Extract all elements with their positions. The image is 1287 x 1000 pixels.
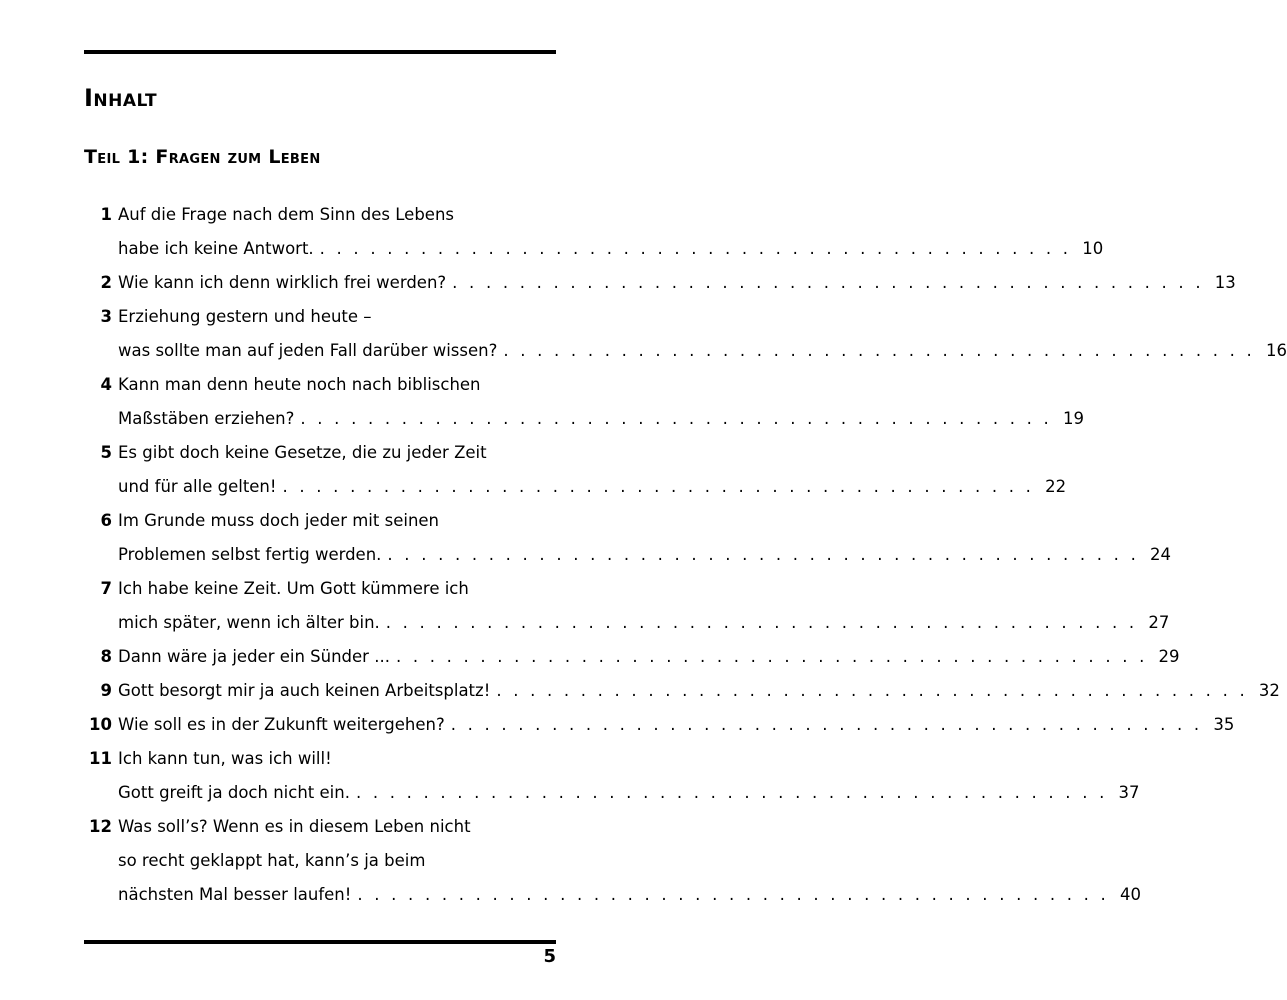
dot-leader: . . . . . . . . . . . . . . . . . . . . . . . . . . . . . . . . . . . . . . . . . . . . .	[355, 783, 1108, 802]
entry-number: 8	[100, 647, 112, 666]
toc-line	[84, 266, 1236, 300]
entry-number: 7	[100, 579, 112, 598]
entry-title: Wie soll es in der Zukunft weitergehen?	[118, 715, 445, 734]
entry-number: 1	[100, 205, 112, 224]
toc-line	[84, 878, 1141, 912]
dot-leader: . . . . . . . . . . . . . . . . . . . . . . . . . . . . . . . . . . . . . . . . . . . . .	[357, 885, 1109, 904]
entry-title: Es gibt doch keine Gesetze, die zu jeder Zeit	[118, 443, 487, 462]
toc-line	[84, 436, 556, 470]
entry-title: Maßstäben erziehen?	[118, 409, 295, 428]
toc-line	[84, 742, 556, 776]
entry-number: 6	[100, 511, 112, 530]
entry-number: 11	[89, 749, 112, 768]
entry-title: Wie kann ich denn wirklich frei werden?	[118, 273, 447, 292]
entry-page: 22	[1045, 477, 1067, 496]
entry-page: 29	[1158, 647, 1180, 666]
dot-leader: . . . . . . . . . . . . . . . . . . . . . . . . . . . . . . . . . . . . . . . . . . . . .	[395, 647, 1148, 666]
entry-title: Im Grunde muss doch jeder mit seinen	[118, 511, 440, 530]
toc-line	[84, 198, 556, 232]
dot-leader: . . . . . . . . . . . . . . . . . . . . . . . . . . . . . . . . . . . . . . . . . . . . .	[496, 681, 1248, 700]
toc-line	[84, 572, 556, 606]
page-title: Inhalt	[84, 84, 158, 112]
toc-line	[84, 470, 1067, 504]
entry-page: 40	[1119, 885, 1141, 904]
toc-line	[84, 708, 1235, 742]
toc-entry[interactable]	[84, 742, 1140, 810]
toc-entry[interactable]	[84, 810, 1141, 912]
toc-line	[84, 504, 556, 538]
entry-title: nächsten Mal besser laufen!	[118, 885, 352, 904]
entry-page: 37	[1118, 783, 1140, 802]
entry-title: Ich kann tun, was ich will!	[118, 749, 332, 768]
toc-entry[interactable]	[84, 708, 1235, 742]
toc-entry[interactable]	[84, 674, 1280, 708]
dot-leader: . . . . . . . . . . . . . . . . . . . . . . . . . . . . . . . . . . . . . . . . . . . . .	[300, 409, 1052, 428]
toc-line	[84, 402, 1084, 436]
top-rule	[84, 50, 556, 54]
dot-leader: . . . . . . . . . . . . . . . . . . . . . . . . . . . . . . . . . . . . . . . . . . . . .	[452, 273, 1204, 292]
toc-entry[interactable]	[84, 504, 1172, 572]
toc-line	[84, 300, 556, 334]
dot-leader: . . . . . . . . . . . . . . . . . . . . . . . . . . . . . . . . . . . . . . . . . . . . .	[503, 341, 1255, 360]
toc-line	[84, 334, 1287, 368]
entry-title: Dann wäre ja jeder ein Sünder ...	[118, 647, 390, 666]
entry-title: Gott besorgt mir ja auch keinen Arbeitsplatz!	[118, 681, 491, 700]
entry-title: Gott greift ja doch nicht ein.	[118, 783, 350, 802]
entry-number: 4	[100, 375, 112, 394]
entry-title: Was soll’s? Wenn es in diesem Leben nicht	[118, 817, 471, 836]
toc-line	[84, 606, 1170, 640]
dot-leader: . . . . . . . . . . . . . . . . . . . . . . . . . . . . . . . . . . . . . . . . . . . . .	[387, 545, 1140, 564]
toc-entry[interactable]	[84, 266, 1236, 300]
entry-page: 13	[1214, 273, 1236, 292]
entry-page: 35	[1213, 715, 1235, 734]
part-title: Teil 1: Fragen zum Leben	[84, 146, 321, 168]
toc-line	[84, 538, 1172, 572]
entry-title: Problemen selbst fertig werden.	[118, 545, 382, 564]
toc-line	[84, 844, 556, 878]
entry-page: 32	[1258, 681, 1280, 700]
entry-number: 9	[100, 681, 112, 700]
toc-entry[interactable]	[84, 436, 1067, 504]
toc-line	[84, 232, 1104, 266]
toc-entry[interactable]	[84, 368, 1084, 436]
table-of-contents	[84, 198, 1287, 912]
entry-title: Ich habe keine Zeit. Um Gott kümmere ich	[118, 579, 469, 598]
entry-page: 27	[1148, 613, 1170, 632]
entry-number: 3	[100, 307, 112, 326]
toc-line	[84, 640, 1180, 674]
toc-line	[84, 674, 1280, 708]
entry-title: was sollte man auf jeden Fall darüber wissen?	[118, 341, 498, 360]
dot-leader: . . . . . . . . . . . . . . . . . . . . . . . . . . . . . . . . . . . . . . . . . . . . .	[282, 477, 1035, 496]
entry-number: 12	[89, 817, 112, 836]
dot-leader: . . . . . . . . . . . . . . . . . . . . . . . . . . . . . . . . . . . . . . . . . . . . .	[450, 715, 1203, 734]
entry-page: 16	[1265, 341, 1287, 360]
entry-page: 10	[1082, 239, 1104, 258]
entry-title: so recht geklappt hat, kann’s ja beim	[118, 851, 426, 870]
toc-line	[84, 776, 1140, 810]
entry-title: Auf die Frage nach dem Sinn des Lebens	[118, 205, 455, 224]
dot-leader: . . . . . . . . . . . . . . . . . . . . . . . . . . . . . . . . . . . . . . . . . . . . .	[319, 239, 1072, 258]
entry-number: 5	[100, 443, 112, 462]
toc-entry[interactable]	[84, 300, 1287, 368]
entry-page: 24	[1150, 545, 1172, 564]
entry-title: Kann man denn heute noch nach biblischen	[118, 375, 481, 394]
entry-title: und für alle gelten!	[118, 477, 277, 496]
page-number: 5	[543, 946, 556, 967]
toc-entry[interactable]	[84, 640, 1180, 674]
entry-title: Erziehung gestern und heute –	[118, 307, 372, 326]
bottom-rule	[84, 940, 556, 944]
toc-line	[84, 810, 556, 844]
entry-page: 19	[1063, 409, 1084, 428]
dot-leader: . . . . . . . . . . . . . . . . . . . . . . . . . . . . . . . . . . . . . . . . . . . . .	[385, 613, 1138, 632]
toc-line	[84, 368, 556, 402]
toc-entry[interactable]	[84, 572, 1170, 640]
entry-title: mich später, wenn ich älter bin.	[118, 613, 380, 632]
toc-entry[interactable]	[84, 198, 1104, 266]
entry-number: 2	[100, 273, 112, 292]
entry-title: habe ich keine Antwort.	[118, 239, 314, 258]
entry-number: 10	[89, 715, 112, 734]
